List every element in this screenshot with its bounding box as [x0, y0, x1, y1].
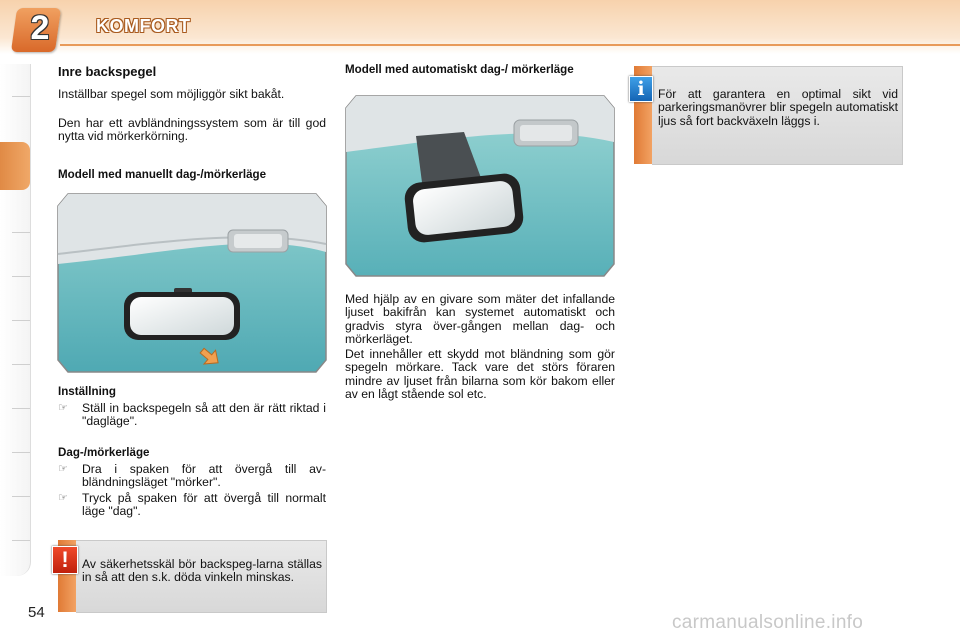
header-rule: [60, 44, 960, 46]
intro-paragraph-2: Den har ett avbländningssystem som är till god nytta vid mörkerkörning.: [58, 116, 326, 144]
manual-model-heading: Modell med manuellt dag-/mörkerläge: [58, 168, 267, 181]
page-title: Inre backspegel: [58, 64, 157, 79]
chapter-tab[interactable]: [12, 540, 30, 541]
list-item: ☞ Ställ in backspegeln så att den är rätt riktad i "dagläge".: [58, 401, 326, 429]
chapter-tab[interactable]: [12, 408, 30, 409]
adjust-heading: Inställning: [58, 385, 116, 398]
chapter-tab[interactable]: [12, 276, 30, 277]
daynight-heading: Dag-/mörkerläge: [58, 446, 150, 459]
info-text: För att garantera en optimal sikt vid parkeringsmanövrer blir spegeln automatiskt ljus så fort backväxeln läggs i.: [658, 87, 898, 128]
auto-paragraph-2: Det innehåller ett skydd mot bländning som gör spegeln mörkare. Tack vare det störs föraren mindre av ljuset från bilarna som kör bakom eller av en lågt stående sol etc.: [345, 347, 615, 402]
warning-text: Av säkerhetsskäl bör backspeg-larna ställas in så att den s.k. döda vinkeln minskas.: [82, 557, 322, 585]
list-item: ☞ Dra i spaken för att övergå till av-bländningsläget "mörker".: [58, 462, 326, 490]
section-title: KOMFORT: [96, 16, 191, 36]
auto-model-heading: Modell med automatiskt dag-/ mörkerläge: [345, 63, 574, 76]
warning-icon: !: [52, 546, 78, 574]
chapter-tab[interactable]: [12, 232, 30, 233]
chapter-tab[interactable]: [12, 496, 30, 497]
manual-mirror-illustration: [56, 192, 328, 374]
chapter-tab[interactable]: [12, 320, 30, 321]
pointing-hand-icon: ☞: [58, 492, 68, 504]
auto-mirror-illustration: [344, 94, 616, 278]
list-item: ☞ Tryck på spaken för att övergå till normalt läge "dag".: [58, 491, 326, 519]
chapter-number: 2: [30, 9, 50, 47]
chapter-tab[interactable]: [12, 364, 30, 365]
info-icon: i: [629, 76, 653, 102]
page-number: 54: [28, 604, 45, 621]
chapter-tab[interactable]: [12, 452, 30, 453]
intro-paragraph-1: Inställbar spegel som möjliggör sikt bakåt.: [58, 87, 285, 101]
pointing-hand-icon: ☞: [58, 402, 68, 414]
auto-paragraph-1: Med hjälp av en givare som mäter det infallande ljuset bakifrån kan systemet automatiskt och gradvis styra över-gången mellan dag- och mörkerläget.: [345, 292, 615, 347]
chapter-tab-active[interactable]: [0, 142, 30, 190]
pointing-hand-icon: ☞: [58, 463, 68, 475]
watermark: carmanualsonline.info: [672, 612, 864, 633]
chapter-tab[interactable]: [12, 96, 30, 97]
